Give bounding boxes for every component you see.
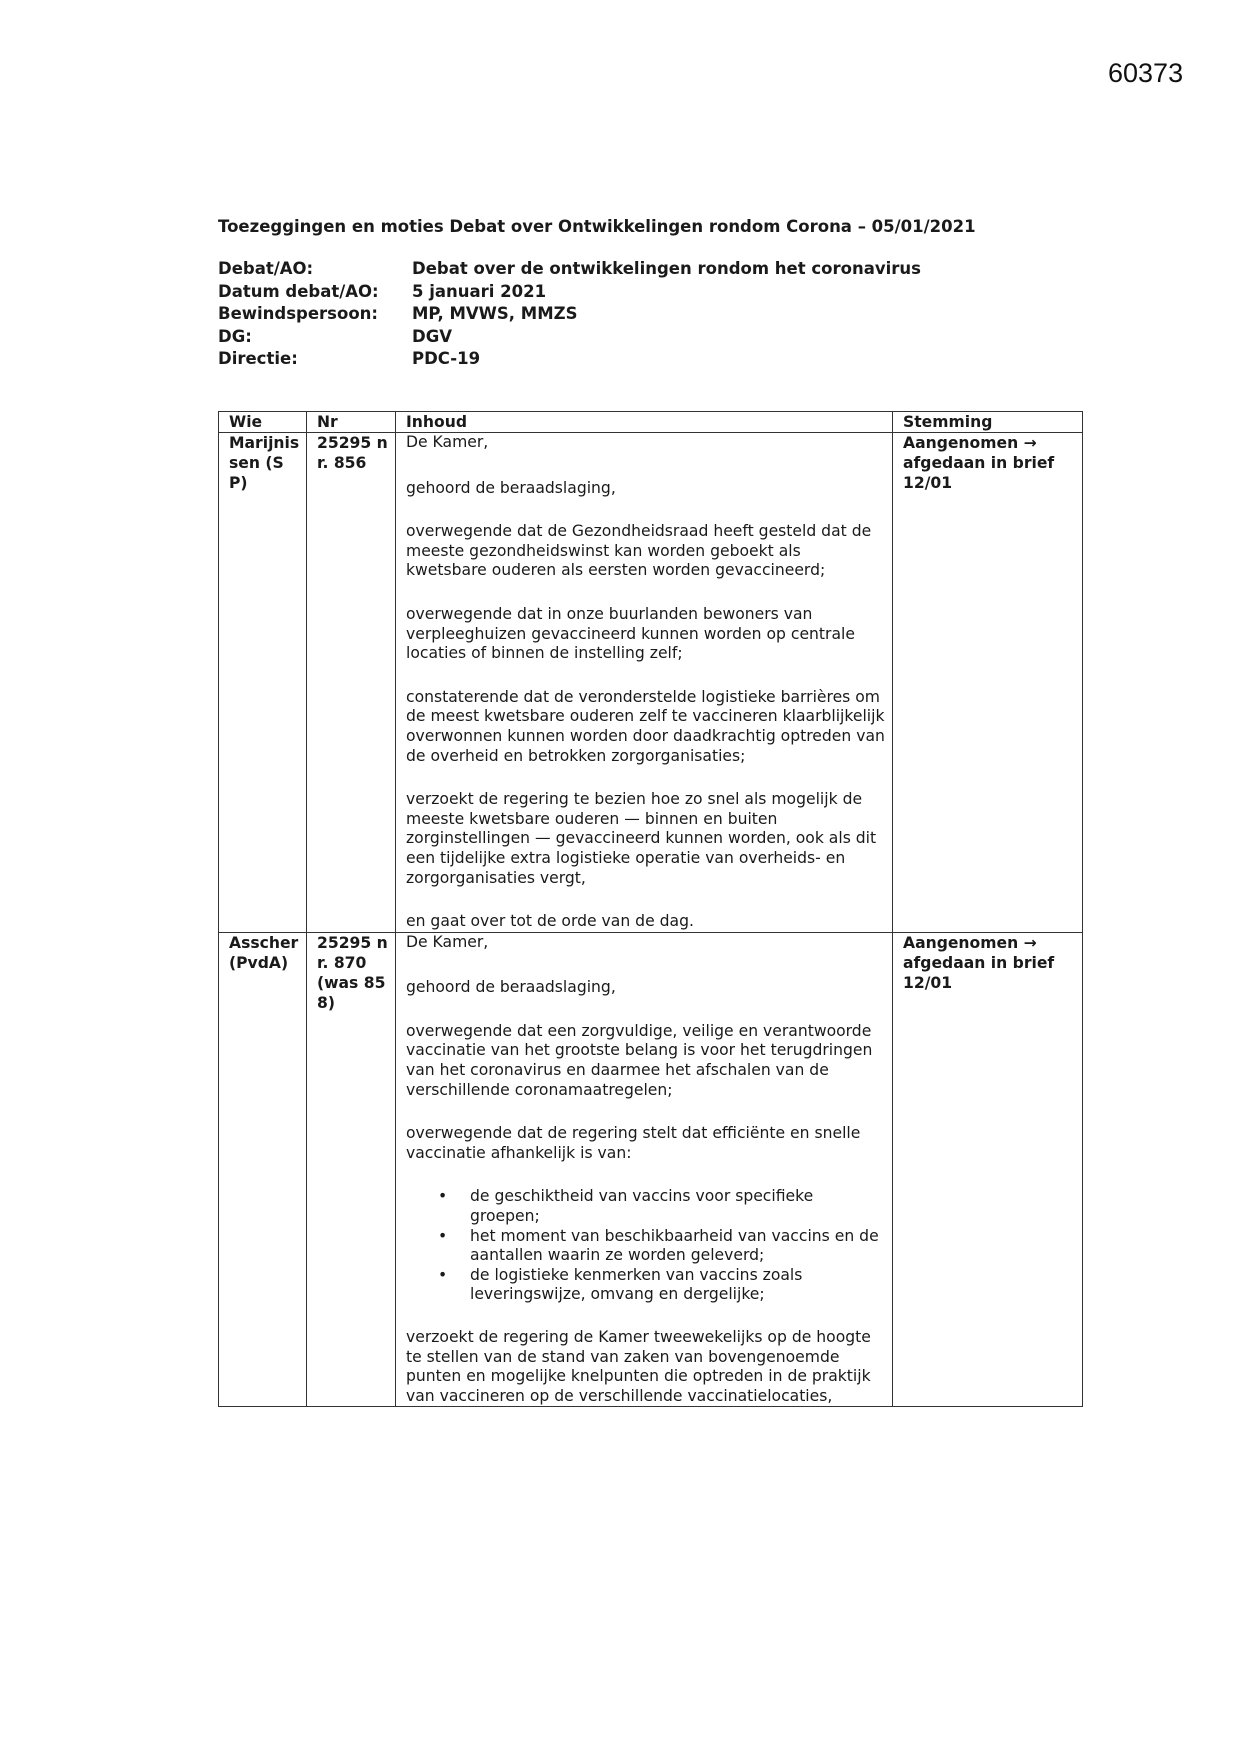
- meta-label: Datum debat/AO:: [218, 281, 379, 301]
- meta-row-directie: [218, 348, 921, 371]
- document-title: Toezeggingen en moties Debat over Ontwikkelingen rondom Corona – 05/01/2021: [218, 217, 976, 236]
- list-item: • het moment van beschikbaarheid van vaccins en de aantallen waarin ze worden geleverd;: [470, 1227, 886, 1266]
- cell-wie: Marijnissen (SP): [219, 433, 307, 933]
- header-inhoud: Inhoud: [396, 412, 893, 433]
- cell-stemming: Aangenomen → afgedaan in brief 12/01: [893, 932, 1083, 1407]
- motion-paragraph: overwegende dat de regering stelt dat efficiënte en snelle vaccinatie afhankelijk is van:: [406, 1124, 861, 1162]
- meta-row-bewindspersoon: [218, 303, 921, 326]
- meta-label: Bewindspersoon:: [218, 304, 379, 324]
- cell-nr: 25295 nr. 870 (was 858): [307, 932, 396, 1407]
- cell-inhoud: [396, 433, 893, 933]
- table-row: [219, 932, 1083, 1407]
- cell-wie: Asscher (PvdA): [219, 932, 307, 1407]
- motion-paragraph: verzoekt de regering de Kamer tweewekelijks op de hoogte te stellen van de stand van zaken van bovengenoemde punten en mogelijke knelpunten die optreden in de praktijk van vaccineren op de verschillende vaccinatielocaties,: [406, 1328, 871, 1405]
- motion-paragraph: overwegende dat een zorgvuldige, veilige en verantwoorde vaccinatie van het grootste belang is voor het terugdringen van het coronavirus en daarmee het afschalen van de verschillende coronamaatregelen;: [406, 1021, 873, 1099]
- motion-paragraph: gehoord de beraadslaging,: [406, 978, 616, 997]
- list-item: • de logistieke kenmerken van vaccins zoals leveringswijze, omvang en dergelijke;: [470, 1266, 886, 1305]
- bullet-list: [406, 1187, 886, 1305]
- motion-paragraph: De Kamer,: [406, 433, 489, 451]
- meta-label: DG:: [218, 326, 252, 346]
- header-stemming: Stemming: [893, 412, 1083, 433]
- cell-stemming: Aangenomen → afgedaan in brief 12/01: [893, 433, 1083, 933]
- meta-block: [218, 258, 921, 371]
- header-nr: Nr: [307, 412, 396, 433]
- meta-value: MP, MVWS, MMZS: [412, 304, 578, 324]
- table-header-row: [219, 412, 1083, 433]
- list-item: • de geschiktheid van vaccins voor specifieke groepen;: [470, 1187, 886, 1226]
- motion-paragraph: overwegende dat in onze buurlanden bewoners van verpleeghuizen gevaccineerd kunnen worden op centrale locaties of binnen de instelling zelf;: [406, 604, 855, 663]
- motion-paragraph: en gaat over tot de orde van de dag.: [406, 912, 694, 931]
- page-number: 60373: [1108, 58, 1184, 88]
- motion-paragraph: verzoekt de regering te bezien hoe zo snel als mogelijk de meeste kwetsbare ouderen — binnen en buiten zorginstellingen — gevaccineerd kunnen worden, ook als dit een tijdelijke extra logistieke operatie van overheids- en zorgorganisaties vergt,: [406, 790, 877, 887]
- meta-value: Debat over de ontwikkelingen rondom het coronavirus: [412, 259, 921, 278]
- cell-nr: 25295 nr. 856: [307, 433, 396, 933]
- motion-paragraph: De Kamer,: [406, 932, 489, 951]
- meta-value: 5 januari 2021: [412, 281, 547, 301]
- meta-label: Directie:: [218, 349, 298, 369]
- table-row: [219, 433, 1083, 933]
- meta-row-datum: [218, 281, 921, 304]
- motion-paragraph: constaterende dat de veronderstelde logistieke barrières om de meest kwetsbare ouderen zelf te vaccineren klaarblijkelijk overwonnen kunnen worden door daadkrachtig optreden van de overheid en betrokken zorgorganisaties;: [406, 687, 885, 765]
- meta-row-dg: [218, 326, 921, 349]
- meta-row-debat: [218, 258, 921, 281]
- meta-value: DGV: [412, 326, 453, 346]
- motion-paragraph: gehoord de beraadslaging,: [406, 478, 616, 497]
- motion-paragraph: overwegende dat de Gezondheidsraad heeft gesteld dat de meeste gezondheidswinst kan worden geboekt als kwetsbare ouderen als eersten worden gevaccineerd;: [406, 522, 872, 580]
- meta-value: PDC-19: [412, 349, 481, 369]
- header-wie: Wie: [219, 412, 307, 433]
- motions-table: [218, 411, 1083, 1407]
- cell-inhoud: [396, 932, 893, 1407]
- meta-label: Debat/AO:: [218, 259, 314, 278]
